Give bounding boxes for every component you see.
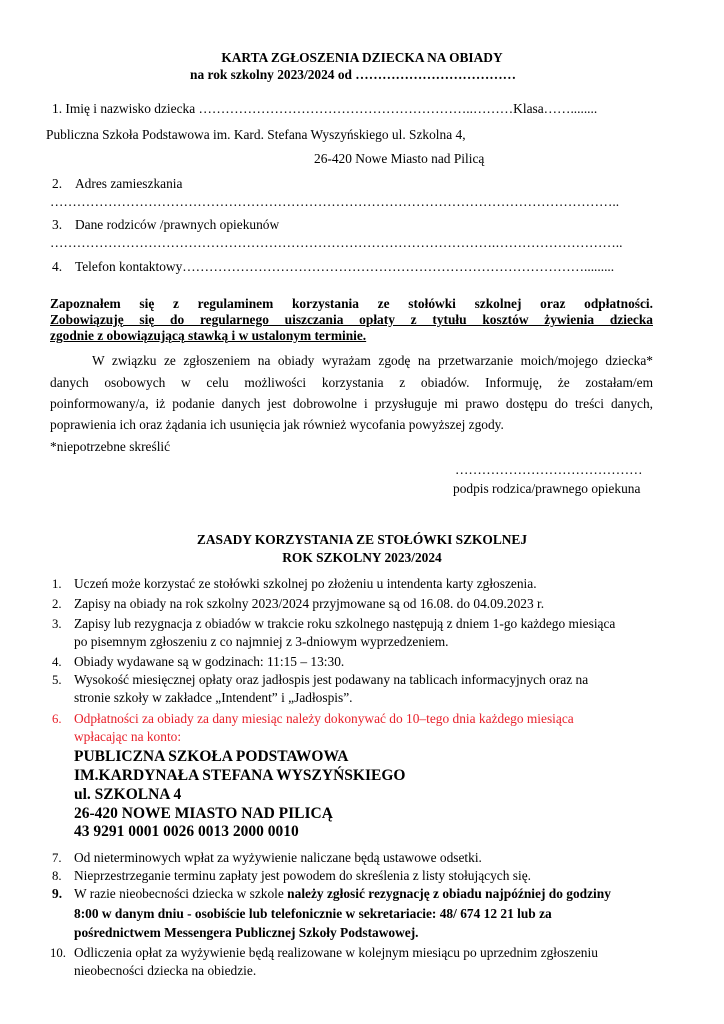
phone-field-input[interactable]: Telefon kontaktowy………………………………………………………………………………......... — [75, 259, 615, 274]
parents-field-number: 3. — [52, 217, 63, 232]
address-field-label: Adres zamieszkania — [75, 176, 183, 191]
form-title: KARTA ZGŁOSZENIA DZIECKA NA OBIADY — [221, 50, 503, 65]
account-number: 43 9291 0001 0026 0013 2000 0010 — [74, 823, 299, 840]
parents-field-input[interactable]: ……………………………………………………………………………………….……………………….. — [50, 235, 623, 250]
rule-number: 6. — [52, 712, 62, 726]
address-field-input[interactable]: ……………………………………………………………………………………………………………….. — [50, 194, 620, 209]
address-field-number: 2. — [52, 176, 63, 191]
rule-8-text: Nieprzestrzeganie terminu zapłaty jest powodem do skreślenia z listy stołujących się. — [74, 868, 531, 883]
consent-line3: poinformowany/a, iż podanie danych jest dobrowolne i przysługuje mi prawo dostępu do treści danych, — [50, 396, 653, 411]
account-name-line2: IM.KARDYNAŁA STEFANA WYSZYŃSKIEGO — [74, 767, 406, 784]
account-name-line1: PUBLICZNA SZKOŁA PODSTAWOWA — [74, 748, 349, 765]
rule-2-text: Zapisy na obiady na rok szkolny 2023/2024 przyjmowane są od 16.08. do 04.09.2023 r. — [74, 596, 545, 611]
rule-6-line2: wpłacając na konto: — [74, 729, 182, 744]
parents-field-label: Dane rodziców /prawnych opiekunów — [75, 217, 280, 232]
rule-9-line1-regular: W razie nieobecności dziecka w szkole — [74, 886, 288, 901]
rules-title: ZASADY KORZYSTANIA ZE STOŁÓWKI SZKOLNEJ — [196, 532, 528, 547]
acknowledgement-line2: Zobowiązuję się do regularnego uiszczania opłaty z tytułu kosztów żywienia dziecka — [50, 312, 653, 327]
consent-line1: W związku ze zgłoszeniem na obiady wyrażam zgodę na przetwarzanie moich/mojego dziecka* — [92, 353, 653, 368]
school-address-line2: 26-420 Nowe Miasto nad Pilicą — [314, 151, 485, 166]
rule-number: 1. — [52, 577, 62, 591]
rule-5-line1: Wysokość miesięcznej opłaty oraz jadłospis jest podawany na tablicach informacyjnych oraz na — [74, 672, 589, 687]
consent-line2: danych osobowych w celu możliwości korzystania z obiadów. Informuję, że zostałam/em — [50, 375, 653, 390]
rule-9-line1-bold: należy zgłosić rezygnację z obiadu najpóźniej do godziny — [287, 886, 611, 901]
rule-number: 8. — [52, 869, 62, 883]
account-city: 26-420 NOWE MIASTO NAD PILICĄ — [74, 805, 333, 822]
signature-label: podpis rodzica/prawnego opiekuna — [453, 481, 641, 496]
rule-1-text: Uczeń może korzystać ze stołówki szkolnej po złożeniu u intendenta karty zgłoszenia. — [74, 576, 537, 591]
footnote: *niepotrzebne skreślić — [50, 439, 171, 454]
school-address-line1: Publiczna Szkoła Podstawowa im. Kard. Stefana Wyszyńskiego ul. Szkolna 4, — [46, 127, 466, 142]
rules-subtitle: ROK SZKOLNY 2023/2024 — [282, 550, 442, 565]
rule-4-text: Obiady wydawane są w godzinach: 11:15 – 13:30. — [74, 654, 345, 669]
acknowledgement-line3: zgodnie z obowiązującą stawką i w ustalonym terminie. — [50, 328, 367, 343]
phone-field-number: 4. — [52, 259, 63, 274]
child-name-field[interactable]: 1. Imię i nazwisko dziecka ……………………………………………………..………Klasa……........ — [52, 101, 598, 116]
rule-number: 4. — [52, 655, 62, 669]
rule-number: 7. — [52, 851, 62, 865]
signature-field[interactable]: …………………………………… — [455, 462, 643, 477]
rule-number: 10. — [50, 946, 66, 960]
rule-9-line1 — [74, 886, 611, 902]
consent-line4: poprawienia ich oraz żądania ich usunięcia jak również wycofania powyższej zgody. — [50, 417, 504, 432]
rule-number: 2. — [52, 597, 62, 611]
rule-3-line2: po pisemnym zgłoszeniu z co najmniej z 3-dniowym wyprzedzeniem. — [74, 634, 449, 649]
rule-10-line2: nieobecności dziecka na obiedzie. — [74, 963, 257, 978]
rule-10-line1: Odliczenia opłat za wyżywienie będą realizowane w kolejnym miesiącu po uprzednim zgłoszeniu — [74, 945, 598, 960]
acknowledgement-line1: Zapoznałem się z regulaminem korzystania ze stołówki szkolnej oraz odpłatności. — [50, 296, 653, 311]
rule-number: 5. — [52, 673, 62, 687]
rule-9-line2: 8:00 w danym dniu - osobiście lub telefonicznie w sekretariacie: 48/ 674 12 21 lub za — [74, 906, 552, 921]
rule-number: 3. — [52, 617, 62, 631]
rule-6-line1: Odpłatności za obiady za dany miesiąc należy dokonywać do 10–tego dnia każdego miesiąca — [74, 711, 574, 726]
rule-5-line2: stronie szkoły w zakładce „Intendent” i „Jadłospis”. — [74, 690, 353, 705]
account-street: ul. SZKOLNA 4 — [74, 786, 182, 803]
rule-number: 9. — [52, 886, 63, 901]
rule-7-text: Od nieterminowych wpłat za wyżywienie naliczane będą ustawowe odsetki. — [74, 850, 482, 865]
rule-9-line3: pośrednictwem Messengera Publicznej Szkoły Podstawowej. — [74, 925, 419, 940]
rule-3-line1: Zapisy lub rezygnacja z obiadów w trakcie roku szkolnego następują z dniem 1-go każdego miesiąca — [74, 616, 616, 631]
form-subtitle: na rok szkolny 2023/2024 od ……………………………… — [190, 67, 516, 82]
